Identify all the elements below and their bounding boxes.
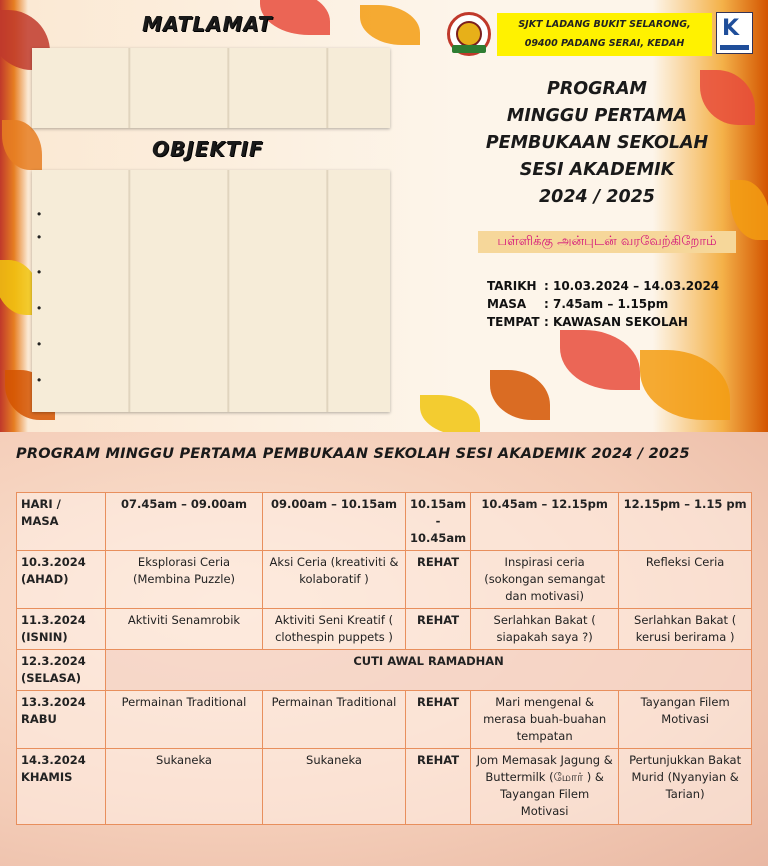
program-title [477, 76, 717, 211]
objektif-bullet: • [37, 373, 42, 387]
school-name-line2: 09400 PADANG SERAI, KEDAH [524, 38, 685, 49]
row-cell: Jom Memasak Jagung & Buttermilk (மோர் ) & Tayangan Filem Motivasi [471, 749, 619, 825]
matlamat-heading: MATLAMAT [142, 12, 273, 36]
school-name-box [497, 13, 712, 56]
masa-label: MASA [487, 297, 527, 311]
masa-value: : 7.45am – 1.15pm [544, 297, 669, 311]
leaf-decoration [490, 370, 550, 420]
objektif-bullet: • [37, 207, 42, 221]
objektif-panel [32, 170, 390, 412]
row-break: REHAT [406, 749, 471, 825]
ministry-mark-icon: K [722, 16, 740, 41]
table-row [17, 749, 752, 825]
crest-ribbon [452, 45, 486, 53]
row-cell: Permainan Traditional [263, 691, 406, 749]
table-row-holiday [17, 650, 752, 691]
holiday-cell: CUTI AWAL RAMADHAN [106, 650, 752, 691]
program-title-line: PROGRAM [547, 79, 647, 99]
crest-emblem [456, 21, 482, 47]
row-cell: Permainan Traditional [106, 691, 263, 749]
objektif-bullet: • [37, 301, 42, 315]
leaf-decoration [420, 395, 480, 432]
table-row [17, 691, 752, 749]
objektif-bullet: • [37, 337, 42, 351]
row-cell: Sukaneka [263, 749, 406, 825]
ministry-logo [716, 12, 753, 54]
row-day: 14.3.2024 KHAMIS [17, 749, 106, 825]
header-slot: 12.15pm – 1.15 pm [619, 493, 752, 551]
info-tempat-row [487, 313, 719, 331]
row-cell: Sukaneka [106, 749, 263, 825]
info-tarikh-row [487, 277, 719, 295]
tamil-welcome-banner: பள்ளிக்கு அன்புடன் வரவேற்கிறோம் [478, 231, 736, 253]
row-day: 12.3.2024 (SELASA) [17, 650, 106, 691]
timetable-table [16, 492, 752, 825]
info-masa-row [487, 295, 719, 313]
tarikh-value: : 10.03.2024 – 14.03.2024 [544, 279, 720, 293]
program-title-line: SESI AKADEMIK [519, 160, 675, 180]
row-cell: Serlahkan Bakat ( siapakah saya ?) [471, 609, 619, 650]
row-cell: Mari mengenal & merasa buah-buahan tempatan [471, 691, 619, 749]
header-slot: 10.15am - 10.45am [406, 493, 471, 551]
matlamat-panel [32, 48, 390, 128]
ministry-logo-bar [720, 45, 749, 50]
objektif-bullet: • [37, 230, 42, 244]
school-crest-logo [447, 12, 491, 56]
row-cell: Eksplorasi Ceria (Membina Puzzle) [106, 551, 263, 609]
event-info [487, 277, 719, 331]
table-header-row [17, 493, 752, 551]
row-cell: Refleksi Ceria [619, 551, 752, 609]
leaf-decoration [560, 330, 640, 390]
header-slot: 07.45am – 09.00am [106, 493, 263, 551]
program-title-line: 2024 / 2025 [539, 187, 655, 207]
header-slot: 09.00am – 10.15am [263, 493, 406, 551]
row-cell: Aksi Ceria (kreativiti & kolaboratif ) [263, 551, 406, 609]
tarikh-label: TARIKH [487, 279, 537, 293]
row-cell: Serlahkan Bakat ( kerusi berirama ) [619, 609, 752, 650]
poster-header [0, 0, 768, 432]
tempat-value: : KAWASAN SEKOLAH [544, 315, 688, 329]
table-row [17, 609, 752, 650]
row-break: REHAT [406, 551, 471, 609]
header-day: HARI / MASA [17, 493, 106, 551]
row-cell: Aktiviti Seni Kreatif ( clothespin puppets ) [263, 609, 406, 650]
timetable-section [0, 432, 768, 866]
tempat-label: TEMPAT [487, 315, 540, 329]
row-cell: Tayangan Filem Motivasi [619, 691, 752, 749]
objektif-bullet: • [37, 265, 42, 279]
header-slot: 10.45am – 12.15pm [471, 493, 619, 551]
row-break: REHAT [406, 609, 471, 650]
row-day: 13.3.2024 RABU [17, 691, 106, 749]
row-break: REHAT [406, 691, 471, 749]
leaf-decoration [640, 350, 730, 420]
objektif-heading: OBJEKTIF [152, 137, 264, 161]
timetable-title: PROGRAM MINGGU PERTAMA PEMBUKAAN SEKOLAH SESI AKADEMIK 2024 / 2025 [16, 446, 690, 462]
row-day: 11.3.2024 (ISNIN) [17, 609, 106, 650]
row-day: 10.3.2024 (AHAD) [17, 551, 106, 609]
program-title-line: MINGGU PERTAMA [506, 106, 688, 126]
row-cell: Inspirasi ceria (sokongan semangat dan motivasi) [471, 551, 619, 609]
row-cell: Aktiviti Senamrobik [106, 609, 263, 650]
program-title-line: PEMBUKAAN SEKOLAH [485, 133, 709, 153]
table-row [17, 551, 752, 609]
school-name-line1: SJKT LADANG BUKIT SELARONG, [518, 19, 691, 30]
leaf-decoration [360, 5, 420, 45]
row-cell: Pertunjukkan Bakat Murid (Nyanyian & Tarian) [619, 749, 752, 825]
